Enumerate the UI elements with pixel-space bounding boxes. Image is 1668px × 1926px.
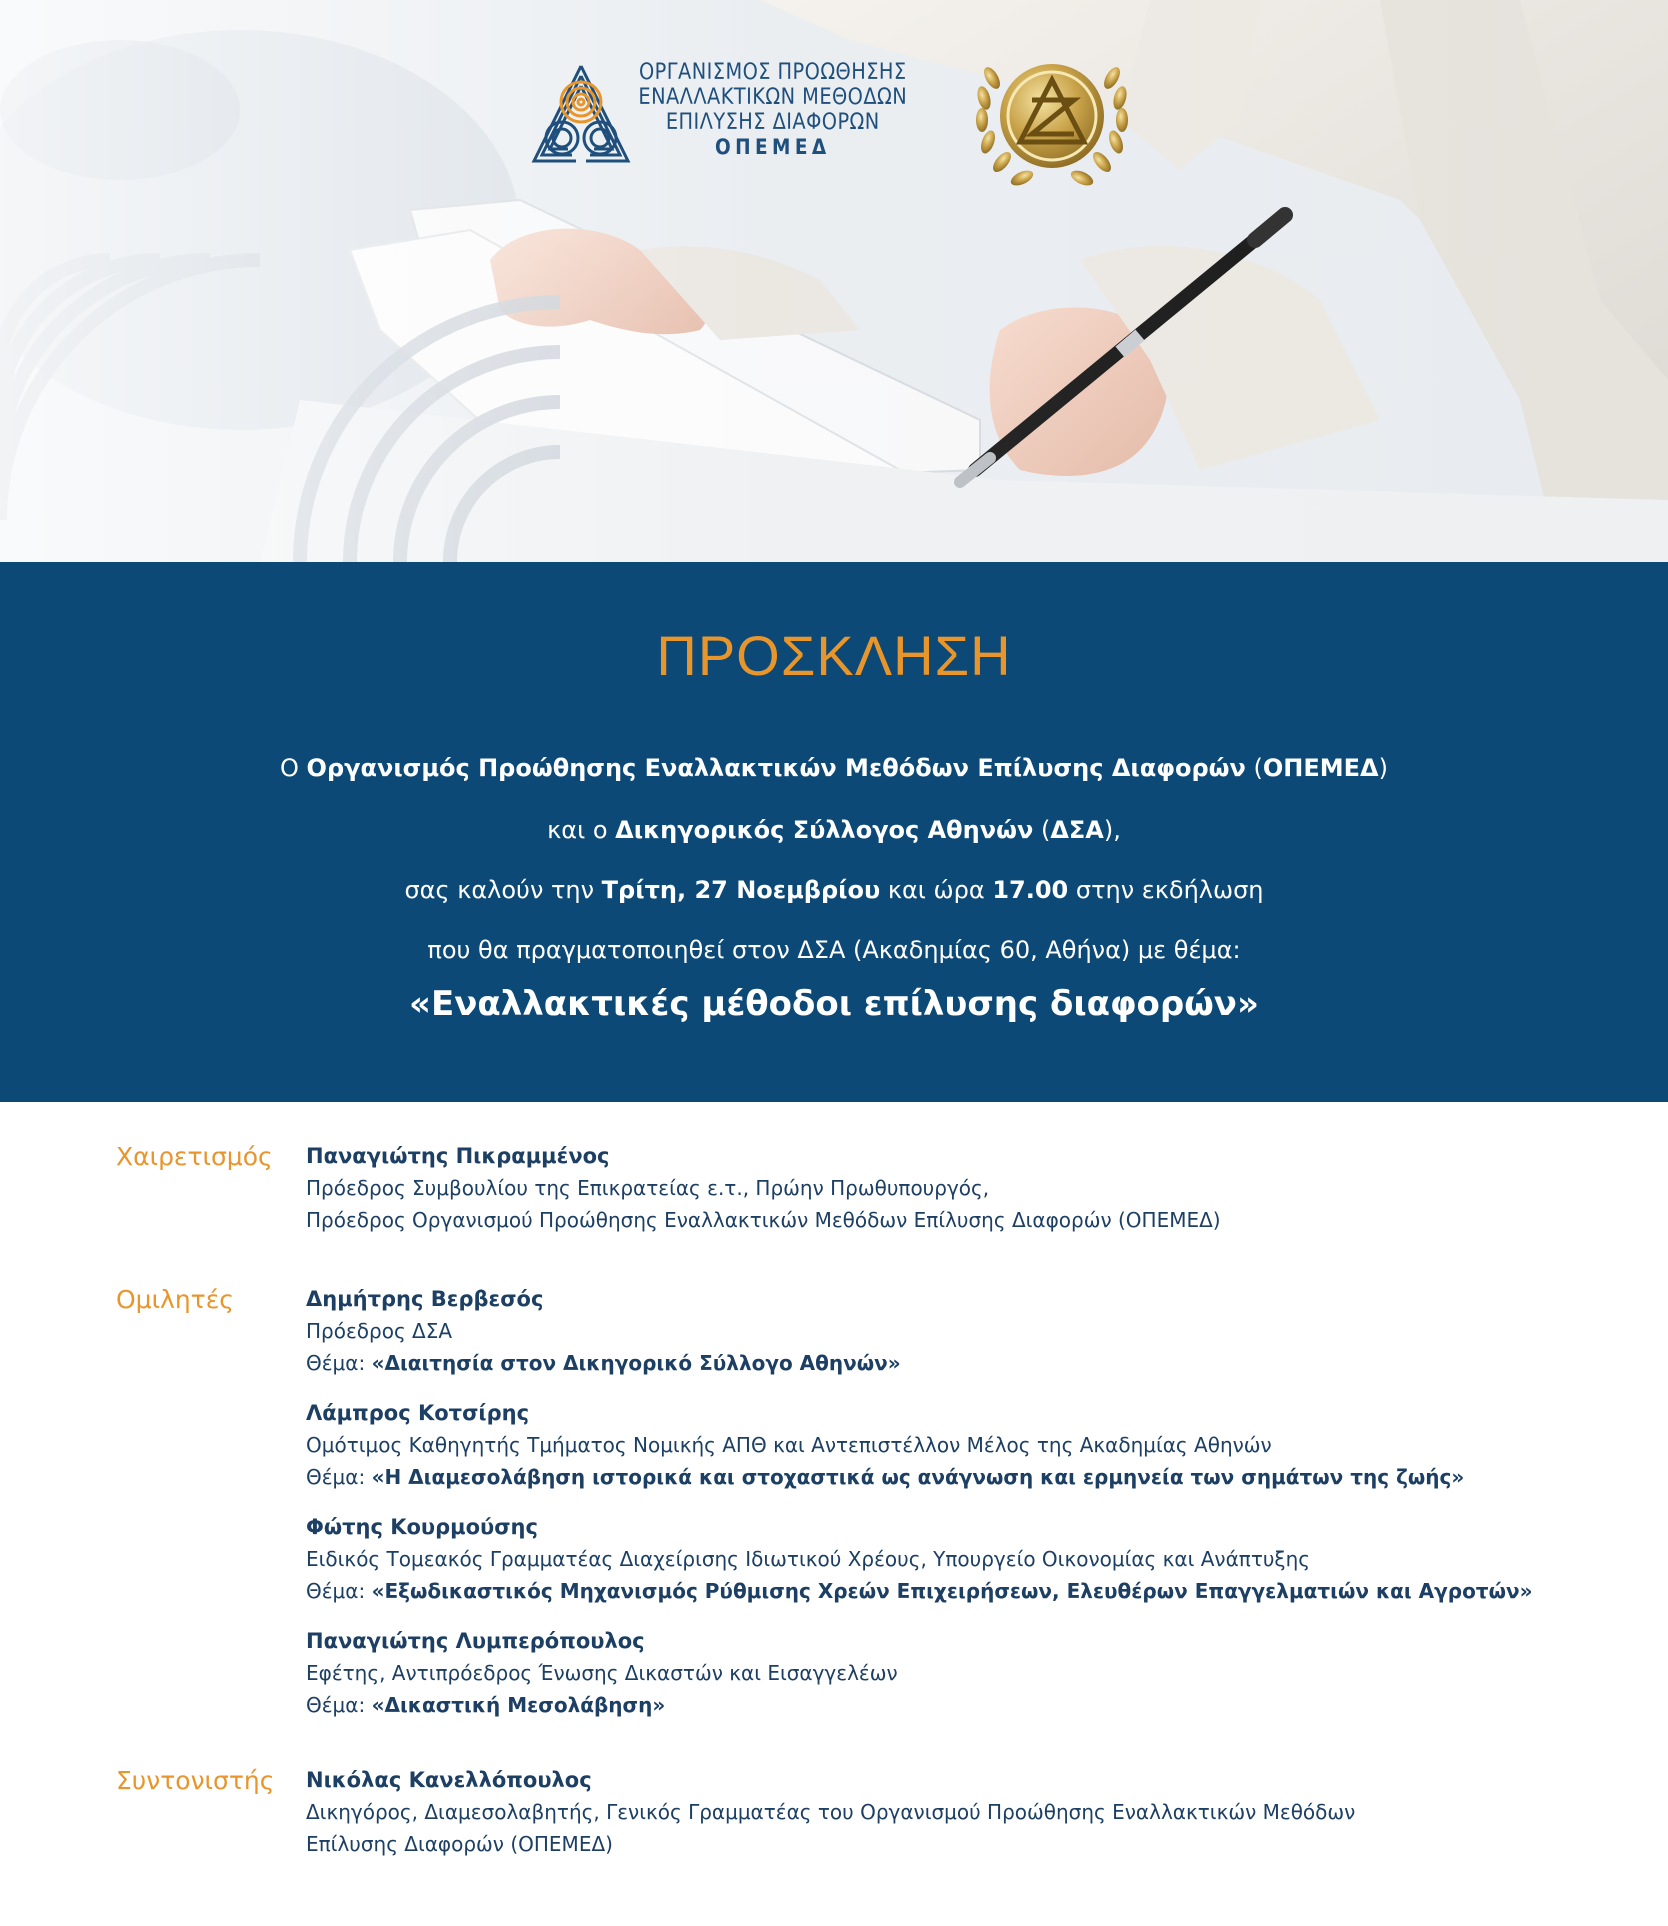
logo-line-1: ΟΡΓΑΝΙΣΜΟΣ ΠΡΟΩΘΗΣΗΣ	[638, 60, 907, 85]
dsa-laurel-seal-icon	[962, 38, 1142, 198]
speaker-topic: Θέμα: «Εξωδικαστικός Μηχανισμός Ρύθμισης Χρεών Επιχειρήσεων, Ελευθέρων Επαγγελματιών και Αγροτών»	[306, 1579, 1533, 1603]
opemed-logo	[526, 52, 946, 182]
speaker-topic: Θέμα: «Διαιτησία στον Δικηγορικό Σύλλογο Αθηνών»	[306, 1351, 901, 1375]
greeting-label: Χαιρετισμός	[116, 1142, 273, 1171]
speaker-desc: Πρόεδρος ΔΣΑ	[306, 1319, 453, 1343]
speaker-block	[306, 1511, 1606, 1607]
speaker-name: Λάμπρος Κοτσίρης	[306, 1401, 530, 1425]
organizer-name: Οργανισμός Προώθησης Εναλλακτικών Μεθόδων Επίλυσης Διαφορών	[306, 754, 1246, 782]
speaker-desc: Ομότιμος Καθηγητής Τμήματος Νομικής ΑΠΘ και Αντεπιστέλλον Μέλος της Ακαδημίας Αθηνών	[306, 1433, 1272, 1457]
event-date: Τρίτη, 27 Νοεμβρίου	[601, 876, 881, 904]
coordinator-block	[306, 1764, 1606, 1860]
opemed-logo-text	[632, 60, 914, 160]
speaker-topic: Θέμα: «Η Διαμεσολάβηση ιστορικά και στοχαστικά ως ανάγνωση και ερμηνεία των σημάτων της ζωής»	[306, 1465, 1465, 1489]
organizer-abbr: ΟΠΕΜΕΔ	[1262, 754, 1379, 782]
speaker-block	[306, 1283, 1606, 1379]
logo-brand: ΟΠΕΜΕΔ	[715, 135, 831, 159]
opemed-circles-mark-icon	[526, 56, 636, 178]
invitation-title: ΠΡΟΣΚΛΗΣΗ	[656, 624, 1012, 687]
logo-line-3: ΕΠΙΛΥΣΗΣ ΔΙΑΦΟΡΩΝ	[665, 110, 880, 135]
speakers-label: Ομιλητές	[116, 1285, 234, 1314]
greeting-speaker-name: Παναγιώτης Πικραμμένος	[306, 1144, 610, 1168]
invitation-line-venue: που θα πραγματοποιηθεί στον ΔΣΑ (Ακαδημίας 60, Αθήνα) με θέμα:	[427, 936, 1241, 964]
invitation-line-datetime: σας καλούν την Τρίτη, 27 Νοεμβρίου και ώρα 17.00 στην εκδήλωση	[404, 876, 1264, 904]
speaker-name: Φώτης Κουρμούσης	[306, 1515, 538, 1539]
hero-banner	[0, 0, 1668, 562]
co-organizer-name: Δικηγορικός Σύλλογος Αθηνών	[615, 816, 1034, 844]
speaker-block	[306, 1397, 1606, 1493]
coordinator-label: Συντονιστής	[116, 1766, 275, 1795]
coordinator-desc-2: Επίλυσης Διαφορών (ΟΠΕΜΕΔ)	[306, 1832, 613, 1856]
event-theme: «Εναλλακτικές μέθοδοι επίλυσης διαφορών»	[409, 984, 1259, 1024]
speaker-name: Παναγιώτης Λυμπερόπουλος	[306, 1629, 645, 1653]
greeting-speaker-desc-1: Πρόεδρος Συμβουλίου της Επικρατείας ε.τ., Πρώην Πρωθυπουργός,	[306, 1176, 990, 1200]
greeting-block	[306, 1140, 1606, 1236]
coordinator-desc-1: Δικηγόρος, Διαμεσολαβητής, Γενικός Γραμματέας του Οργανισμού Προώθησης Εναλλακτικών Μεθόδων	[306, 1800, 1356, 1824]
invitation-line-organizer: Ο Οργανισμός Προώθησης Εναλλακτικών Μεθόδων Επίλυσης Διαφορών (ΟΠΕΜΕΔ)	[280, 754, 1388, 782]
speaker-name: Δημήτρης Βερβεσός	[306, 1287, 544, 1311]
greeting-speaker-desc-2: Πρόεδρος Οργανισμού Προώθησης Εναλλακτικών Μεθόδων Επίλυσης Διαφορών (ΟΠΕΜΕΔ)	[306, 1208, 1221, 1232]
speaker-desc: Εφέτης, Αντιπρόεδρος Ένωσης Δικαστών και Εισαγγελέων	[306, 1661, 898, 1685]
co-organizer-abbr: ΔΣΑ	[1050, 816, 1104, 844]
event-time: 17.00	[992, 876, 1069, 904]
invitation-line-co-organizer: και ο Δικηγορικός Σύλλογος Αθηνών (ΔΣΑ),	[547, 816, 1121, 844]
speaker-desc: Ειδικός Τομεακός Γραμματέας Διαχείρισης Ιδιωτικού Χρέους, Υπουργείο Οικονομίας και Ανάπτυξης	[306, 1547, 1310, 1571]
speaker-block	[306, 1625, 1606, 1721]
speaker-topic: Θέμα: «Δικαστική Μεσολάβηση»	[306, 1693, 666, 1717]
coordinator-name: Νικόλας Κανελλόπουλος	[306, 1768, 592, 1792]
logo-line-2: ΕΝΑΛΛΑΚΤΙΚΩΝ ΜΕΘΟΔΩΝ	[638, 85, 908, 110]
